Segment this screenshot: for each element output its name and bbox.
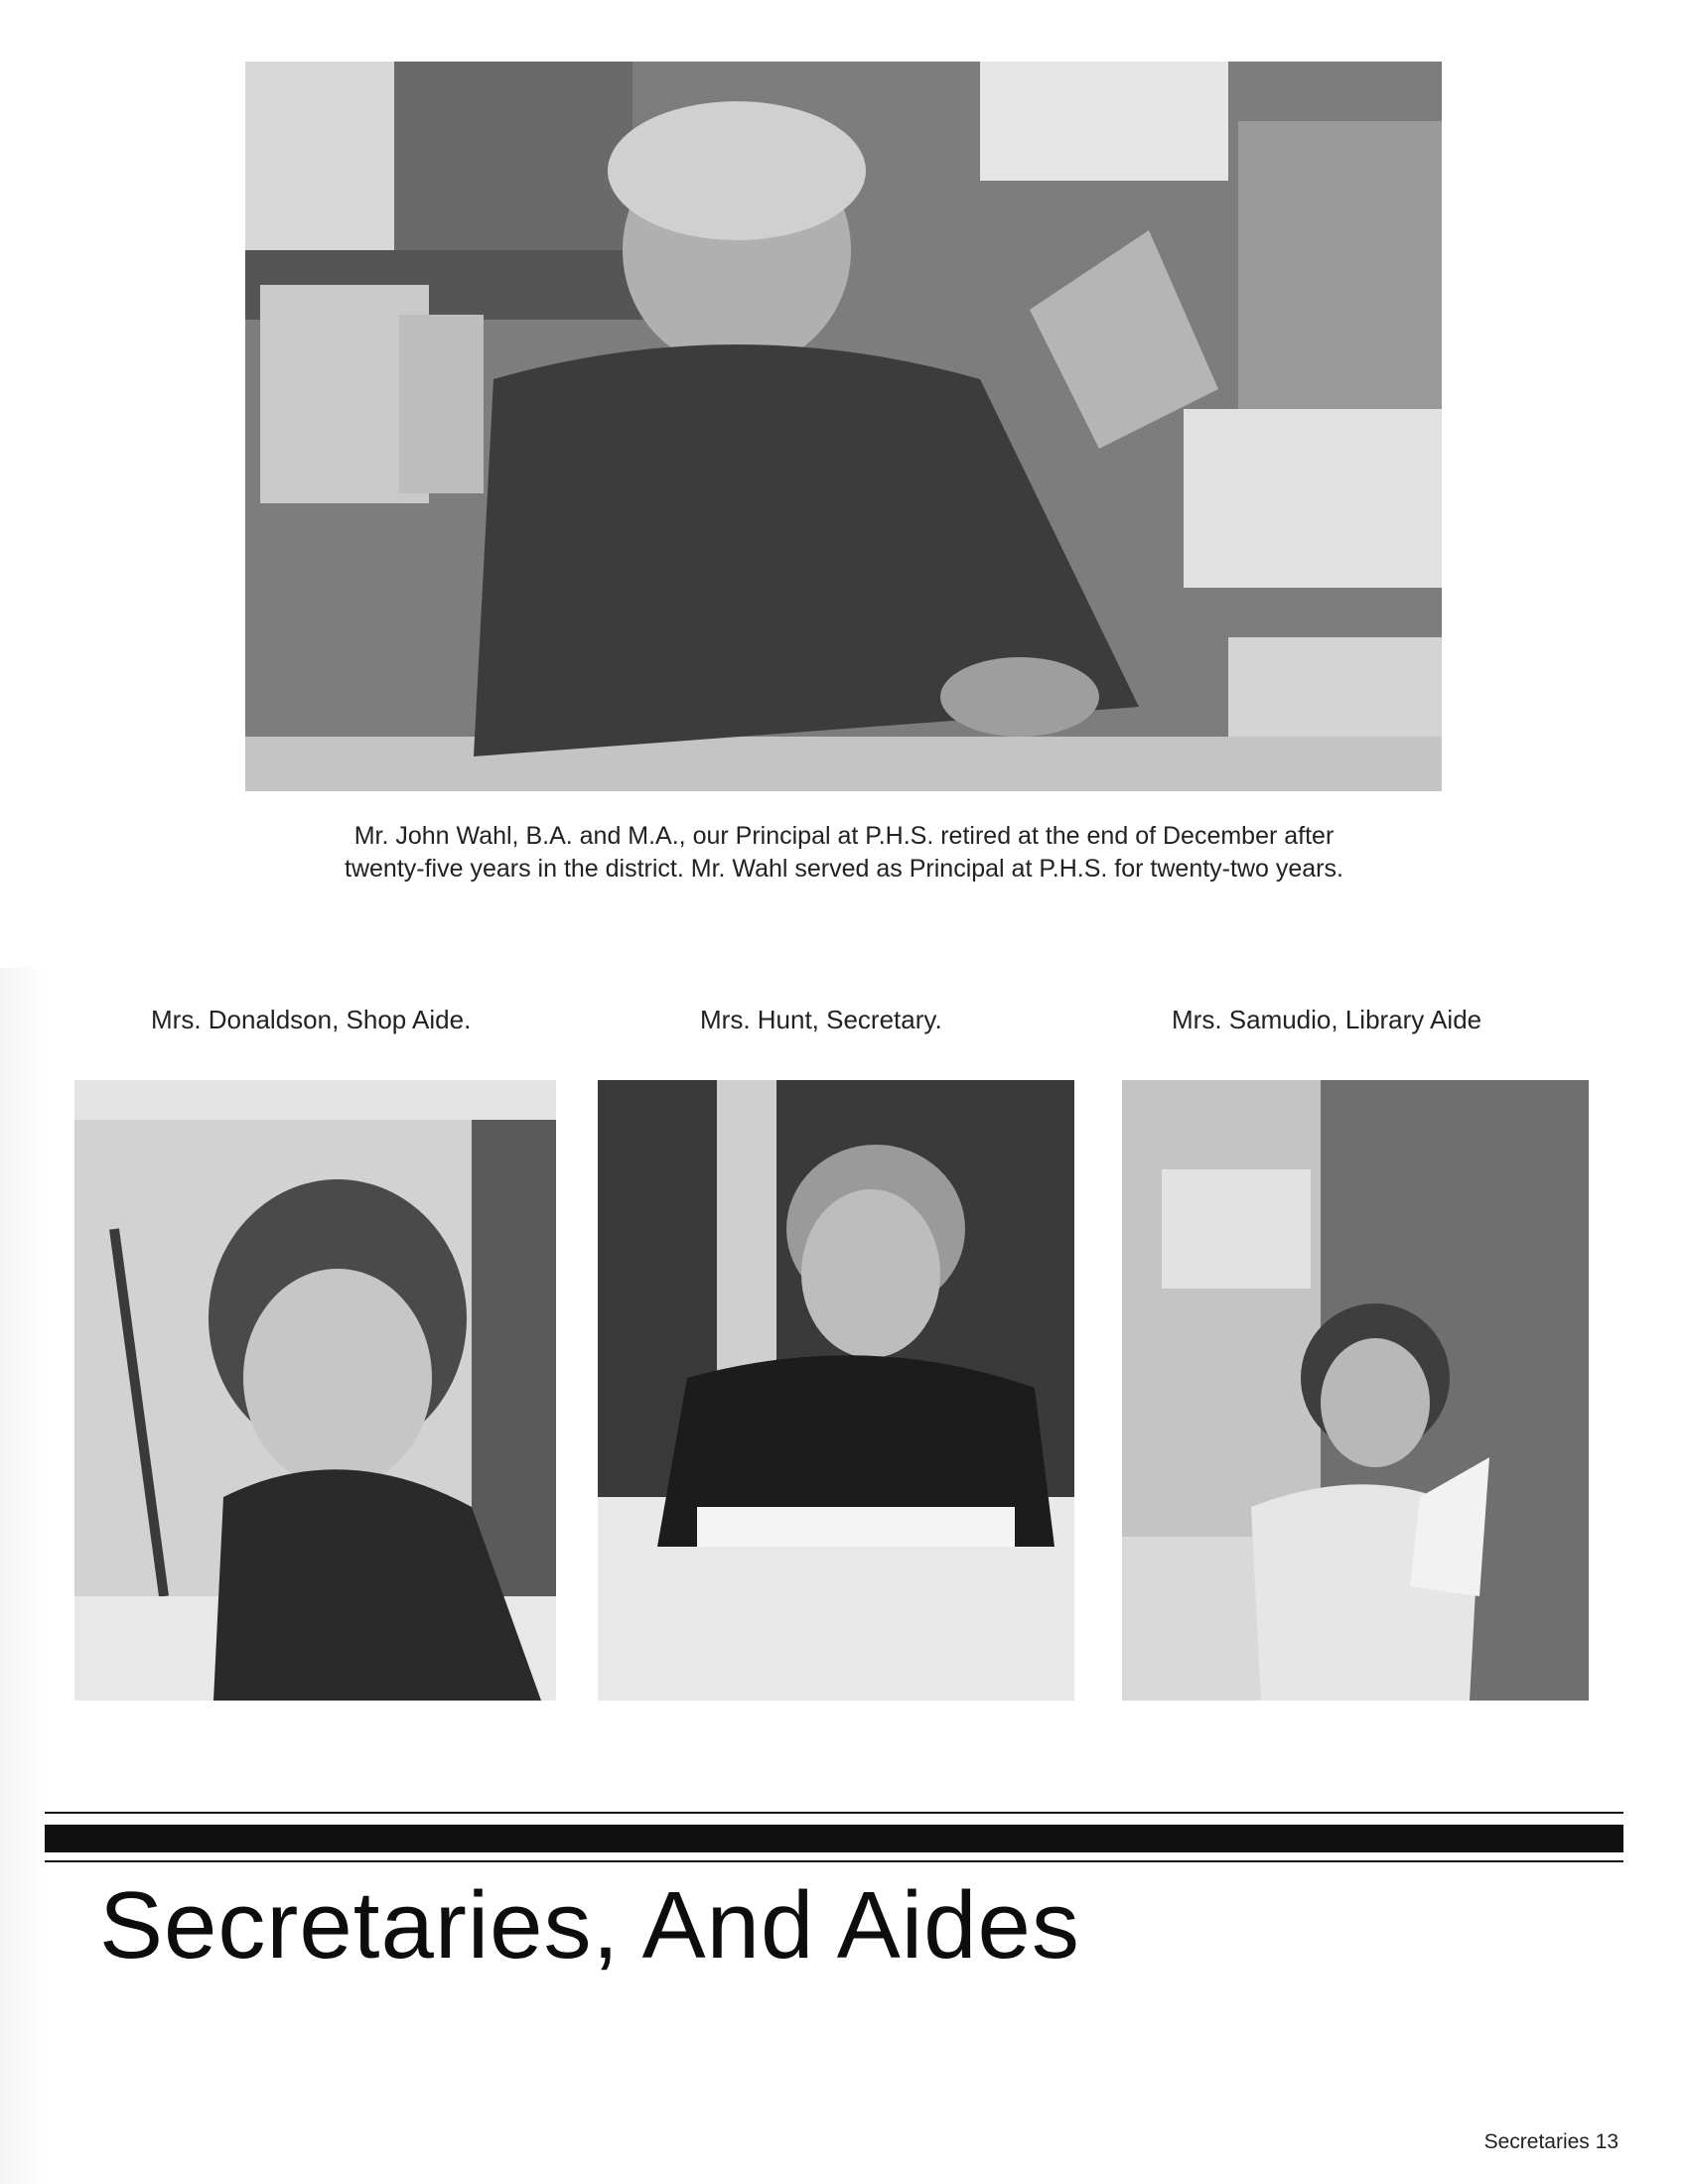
principal-caption <box>199 820 1489 886</box>
divider-thick-bar <box>45 1825 1623 1852</box>
page-gutter-shadow <box>0 968 45 2184</box>
staff-caption-hunt: Mrs. Hunt, Secretary. <box>700 1005 942 1034</box>
principal-caption-line-1: Mr. John Wahl, B.A. and M.A., our Principal at P.H.S. retired at the end of December after <box>353 822 1335 850</box>
staff-caption-donaldson: Mrs. Donaldson, Shop Aide. <box>151 1005 472 1034</box>
page-folio: Secretaries 13 <box>1483 2130 1618 2153</box>
principal-photo <box>245 62 1442 791</box>
divider-bottom-thin <box>45 1860 1623 1862</box>
staff-photo-samudio <box>1122 1080 1589 1701</box>
section-title: Secretaries, And Aides <box>99 1872 1080 1979</box>
principal-caption-line-2: twenty-five years in the district. Mr. Wahl served as Principal at P.H.S. for twenty-two years. <box>345 855 1343 883</box>
divider-top-thin <box>45 1812 1623 1814</box>
staff-caption-samudio: Mrs. Samudio, Library Aide <box>1172 1005 1482 1034</box>
staff-photo-donaldson <box>74 1080 556 1701</box>
staff-photo-hunt <box>598 1080 1074 1701</box>
